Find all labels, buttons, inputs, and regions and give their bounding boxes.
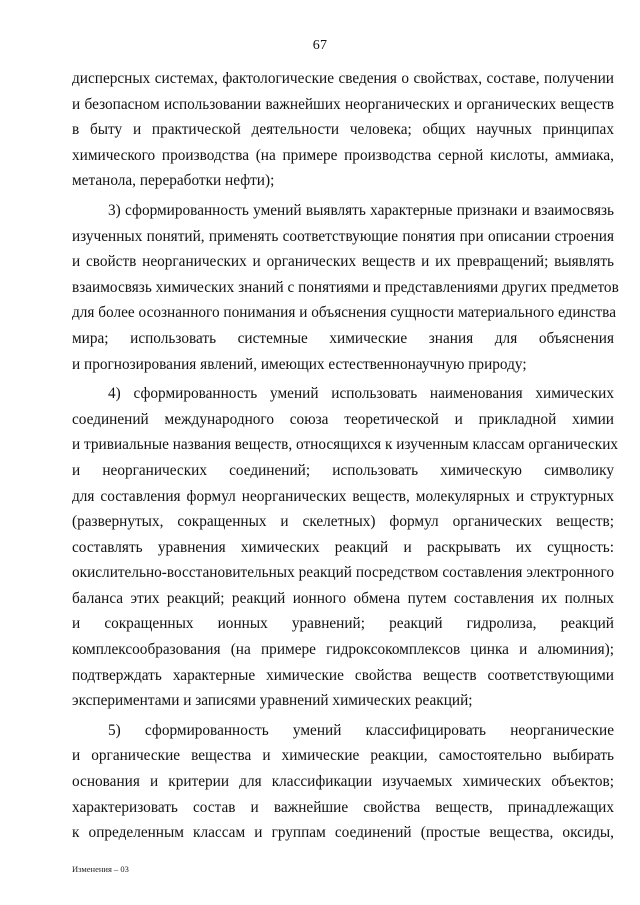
- text-line: и прогнозирования явлений, имеющих естественнонаучную природу;: [72, 355, 527, 373]
- page-number: 67: [312, 38, 328, 53]
- text-line: 4) сформированность умений использовать наименования химических: [108, 385, 614, 403]
- text-line: и безопасном использовании важнейших неорганических и органических веществ: [72, 95, 614, 113]
- text-line: дисперсных системах, фактологические сведения о свойствах, составе, получении: [72, 70, 614, 87]
- text-line: к определенным классам и группам соединений (простые вещества, оксиды,: [72, 824, 614, 842]
- text-line: экспериментами и записями уравнений химических реакций;: [72, 692, 473, 710]
- footer-note: Изменения – 03: [72, 864, 129, 874]
- text-line: 3) сформированность умений выявлять характерные признаки и взаимосвязь: [108, 201, 614, 219]
- text-line: для более осознанного понимания и объяснения сущности материального единства: [72, 304, 616, 322]
- text-line: и органические вещества и химические реакции, самостоятельно выбирать: [72, 747, 614, 765]
- text-line: составлять уравнения химических реакций и раскрывать их сущность:: [72, 538, 614, 556]
- text-line: комплексообразования (на примере гидроксокомплексов цинка и алюминия);: [72, 641, 614, 659]
- text-line: мира; использовать системные химические знания для объяснения: [72, 329, 614, 347]
- text-line: подтверждать характерные химические свойства веществ соответствующими: [72, 666, 614, 684]
- text-line: и неорганических соединений; использовать химическую символику: [72, 461, 614, 479]
- text-line: в быту и практической деятельности человека; общих научных принципах: [72, 121, 614, 139]
- text-line: (развернутых, сокращенных и скелетных) формул органических веществ;: [72, 513, 614, 531]
- text-line: 5) сформированность умений классифицировать неорганические: [108, 721, 614, 739]
- text-line: и тривиальные названия веществ, относящихся к изученным классам органических: [72, 436, 619, 454]
- text-line: взаимосвязь химических знаний с понятиями и представлениями других предметов: [72, 278, 619, 296]
- body-text: [72, 66, 619, 846]
- text-line: и свойств неорганических и органических веществ и их превращений; выявлять: [72, 253, 614, 271]
- text-line: баланса этих реакций; реакций ионного обмена путем составления их полных: [72, 589, 614, 607]
- text-line: метанола, переработки нефти);: [72, 172, 275, 190]
- text-line: и сокращенных ионных уравнений; реакций гидролиза, реакций: [72, 615, 614, 633]
- text-line: соединений международного союза теоретической и прикладной химии: [72, 410, 614, 428]
- text-line: изученных понятий, применять соответствующие понятия при описании строения: [72, 227, 614, 245]
- text-line: характеризовать состав и важнейшие свойства веществ, принадлежащих: [72, 798, 614, 816]
- text-line: окислительно-восстановительных реакций посредством составления электронного: [72, 564, 614, 582]
- text-line: химического производства (на примере производства серной кислоты, аммиака,: [72, 146, 614, 164]
- text-line: основания и критерии для классификации изучаемых химических объектов;: [72, 773, 614, 791]
- text-line: для составления формул неорганических веществ, молекулярных и структурных: [72, 487, 614, 505]
